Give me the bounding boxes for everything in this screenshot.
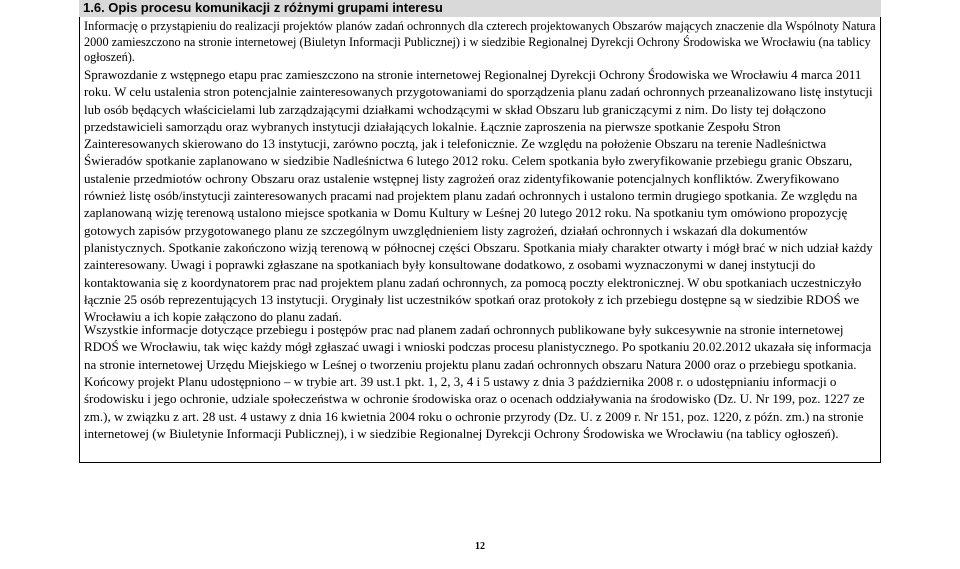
main-paragraph: Sprawozdanie z wstępnego etapu prac zamieszczono na stronie internetowej Regionalnej Dyrekcji Ochrony Środowiska we Wrocławiu 4 marca 2011 roku. W celu ustalenia stron potencjalnie zainteresowanych przygotowaniami do sporządzenia planu zadań ochronnych przeanalizowano listę instytucji lub osób będących właścicielami lub zarządzającymi działkami wchodzącymi w skład Obszaru lub graniczącymi z nim. Do listy tej dołączono przedstawicieli samorządu oraz wybranych instytucji działających lokalnie. Łącznie zaproszenia na pierwsze spotkanie Zespołu Stron Zainteresowanych skierowano do 13 instytucji, zarówno pocztą, jak i telefonicznie. Ze względu na położenie Obszaru na terenie Nadleśnictwa Świeradów spotkanie zaplanowano w siedzibie Nadleśnictwa 6 lutego 2012 roku. Celem spotkania było zweryfikowanie przebiegu granic Obszaru, ustalenie przedmiotów ochrony Obszaru oraz ustalenie wstępnej listy zagrożeń oraz zidentyfikowanie potencjalnych konfliktów. Zweryfikowano również listę osób/instytucji zainteresowanych pracami nad projektem planu zadań ochronnych i ustalono termin drugiego spotkania. Ze względu na zaplanowaną wizję terenową ustalono miejsce spotkania w Domu Kultury w Leśnej 20 lutego 2012 roku. Na spotkaniu tym omówiono propozycję gotowych zapisów przygotowanego planu ze szczególnym uwzględnieniem listy zagrożeń, działań ochronnych i wskazań dla dokumentów planistycznych. Spotkanie zakończono wizją terenową w północnej części Obszaru. Spotkania miały charakter otwarty i mógł brać w nich udział każdy zainteresowany. Uwagi i poprawki zgłaszane na spotkaniach były konsultowane dodatkowo, z osobami wyznaczonymi w danej instytucji do kontaktowania się z koordynatorem prac nad projektem planu zadań ochronnych, za pomocą poczty elektronicznej. W obu spotkaniach uczestniczyło łącznie 25 osób reprezentujących 13 instytucji. Oryginały list uczestników spotkań oraz protokoły z ich przebiegu dostępne są w siedzibie RDOŚ we Wrocławiu a ich kopie załączono do planu zadań. — [84, 67, 873, 325]
section-heading: 1.6. Opis procesu komunikacji z różnymi grupami interesu — [79, 0, 881, 17]
intro-paragraph: Informację o przystąpieniu do realizacji projektów planów zadań ochronnych dla czterech projektowanych Obszarów mających znaczenie dla Wspólnoty Natura 2000 zamieszczono na stronie internetowej (Biuletyn Informacji Publicznej) i w siedzibie Regionalnej Dyrekcji Ochrony Środowiska we Wrocławiu (na tablicy ogłoszeń). — [84, 19, 876, 64]
page-number: 12 — [475, 541, 485, 552]
final-project-paragraph: Końcowy projekt Planu udostępniono – w trybie art. 39 ust.1 pkt. 1, 2, 3, 4 i 5 ustawy z dnia 3 października 2008 r. o udostępnianiu informacji o środowisku i jego ochronie, udziale społeczeństwa w ochronie środowiska oraz o ocenach oddziaływania na środowisko (Dz. U. Nr 199, poz. 1227 ze zm.), w związku z art. 28 ust. 4 ustawy z dnia 16 kwietnia 2004 roku o ochronie przyrody (Dz. U. z 2009 r. Nr 151, poz. 1220, z późn. zm.) na stronie internetowej (w Biuletynie Informacji Publicznej), i w siedzibie Regionalnej Dyrekcji Ochrony Środowiska we Wrocławiu (na tablicy ogłoszeń). — [84, 374, 865, 441]
publication-paragraph: Wszystkie informacje dotyczące przebiegu i postępów prac nad planem zadań ochronnych publikowane były sukcesywnie na stronie internetowej RDOŚ we Wrocławiu, tak więc każdy mógł zgłaszać uwagi i wnioski podczas procesu planistycznego. Po spotkaniu 20.02.2012 ukazała się informacja na stronie internetowej Urzędu Miejskiego w Leśnej o tworzeniu projektu planu zadań ochronnych obszaru Natura 2000 oraz o przebiegu spotkania. — [84, 322, 872, 372]
